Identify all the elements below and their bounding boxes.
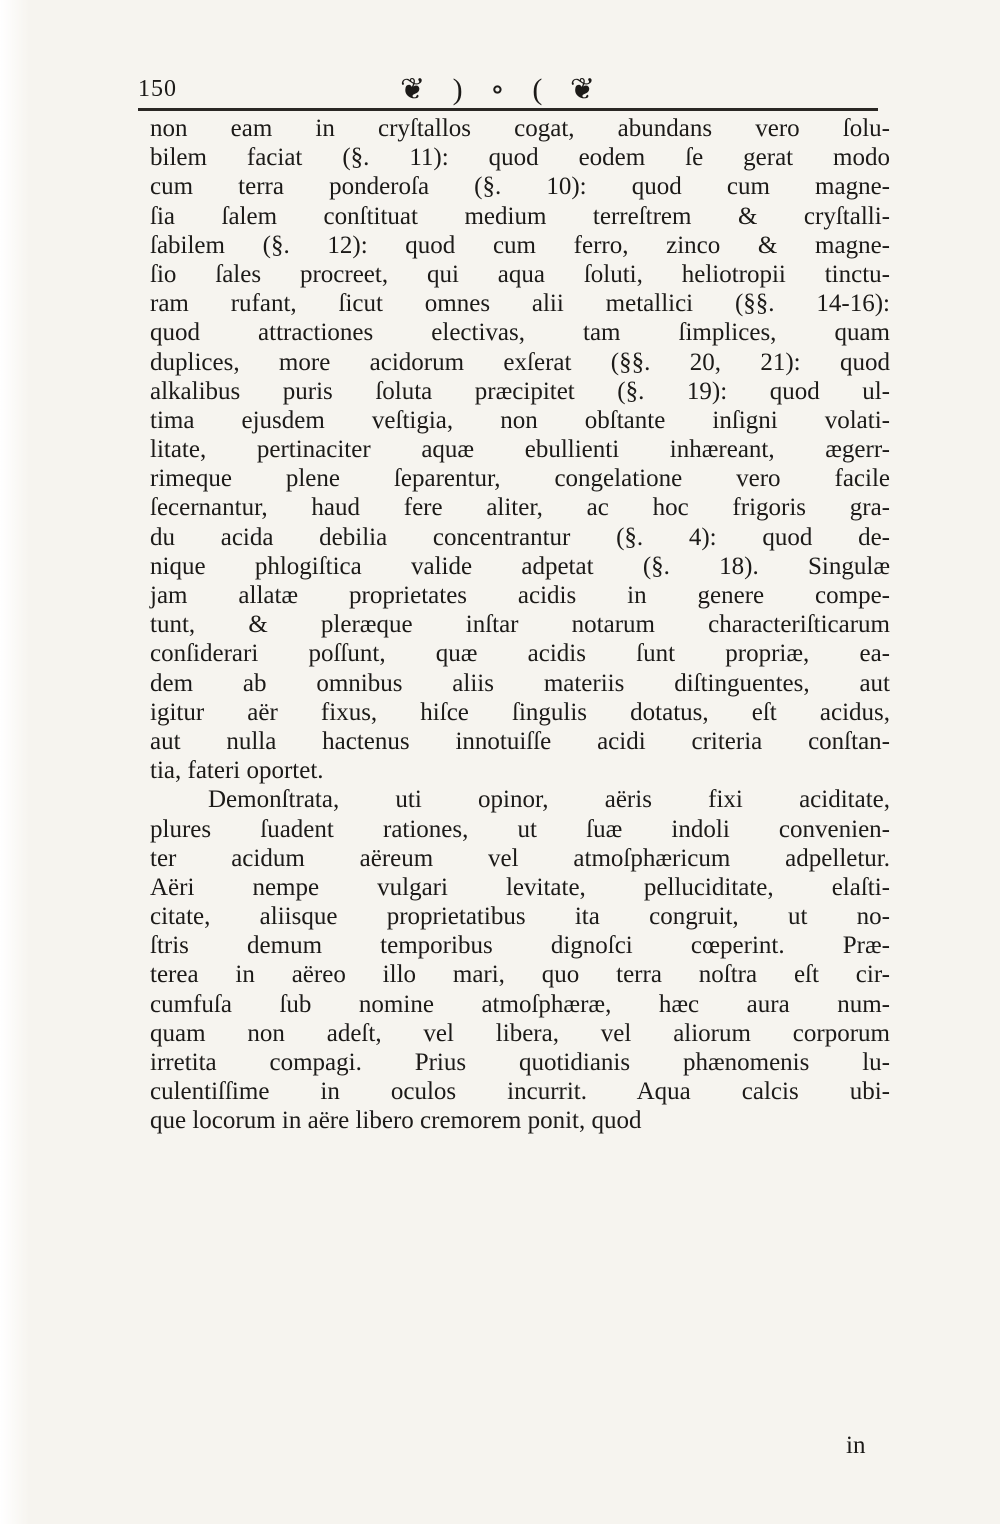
text-line: culentiſſime in oculos incurrit. Aqua calcis ubi- [150,1078,890,1106]
text-line: cumfuſa ſub nomine atmoſphæræ, hæc aura num- [150,990,890,1018]
text-line: tima ejusdem veſtigia, non obſtante inſigni volati- [150,406,890,434]
text-line: tia, fateri oportet. [150,757,324,785]
text-line: aut nulla hactenus innotuiſſe acidi criteria conſtan- [150,727,890,755]
text-line: ſia ſalem conſtituat medium terreſtrem & cryſtalli- [150,202,890,230]
text-line: nique phlogiſtica valide adpetat (§. 18). Singulæ [150,552,890,580]
text-line: igitur aër fixus, hiſce ſingulis dotatus, eſt acidus, [150,698,890,726]
text-line: alkalibus puris ſoluta præcipitet (§. 19): quod ul- [150,377,890,405]
page-number: 150 [138,76,177,102]
text-line: quam non adeſt, vel libera, vel aliorum corporum [150,1019,890,1047]
text-line: ter acidum aëreum vel atmoſphæricum adpelletur. [150,844,890,872]
text-line: plures ſuadent rationes, ut ſuæ indoli convenien- [150,815,890,843]
text-line: dem ab omnibus aliis materiis diſtinguentes, aut [150,669,890,697]
text-line: citate, aliisque proprietatibus ita congruit, ut no- [150,903,890,931]
text-line: quod attractiones electivas, tam ſimplices, quam [150,319,890,347]
text-line: duplices, more acidorum exſerat (§§. 20, 21): quod [150,348,890,376]
body-text [150,114,890,1136]
text-line: ſio ſales procreet, qui aqua ſoluti, heliotropii tinctu- [150,260,890,288]
text-line: rimeque plene ſeparentur, congelatione vero facile [150,465,890,493]
text-line: irretita compagi. Prius quotidianis phænomenis lu- [150,1049,890,1076]
text-line: du acida debilia concentrantur (§. 4): quod de- [150,523,890,551]
text-line: bilem faciat (§. 11): quod eodem ſe gerat modo [150,144,890,172]
catchword: in [846,1432,866,1459]
text-line: terea in aëreo illo mari, quo terra noſtra eſt cir- [150,961,890,989]
text-line: litate, pertinaciter aquæ ebullienti inhæreant, ægerr- [150,436,890,464]
text-line: jam allatæ proprietates acidis in genere compe- [150,582,890,609]
text-line: Demonſtrata, uti opinor, aëris fixi aciditate, [208,786,890,814]
text-line: non eam in cryſtallos cogat, abundans vero ſolu- [150,115,890,142]
text-line: tunt, & pleræque inſtar notarum characteriſticarum [150,611,890,639]
running-header [138,64,878,108]
text-line: conſiderari poſſunt, quæ acidis ſunt propriæ, ea- [150,640,890,668]
text-line: ram rufant, ſicut omnes alii metallici (§§. 14-16): [150,290,890,318]
text-line: que locorum in aëre libero cremorem ponit, quod [150,1107,642,1135]
header-rule [138,108,878,111]
text-line: cum terra ponderoſa (§. 10): quod cum magne- [150,173,890,201]
header-ornament-icon: ❦ ) ∘ ( ❦ [400,73,605,106]
text-line: Aëri nempe vulgari levitate, pelluciditate, elaſti- [150,873,890,901]
page-edge-shadow [0,0,30,1524]
text-line: ſecernantur, haud fere aliter, ac hoc frigoris gra- [150,494,890,522]
text-line: ſabilem (§. 12): quod cum ferro, zinco & magne- [150,231,890,259]
text-line: ſtris demum temporibus dignoſci cœperint. Præ- [150,932,890,960]
